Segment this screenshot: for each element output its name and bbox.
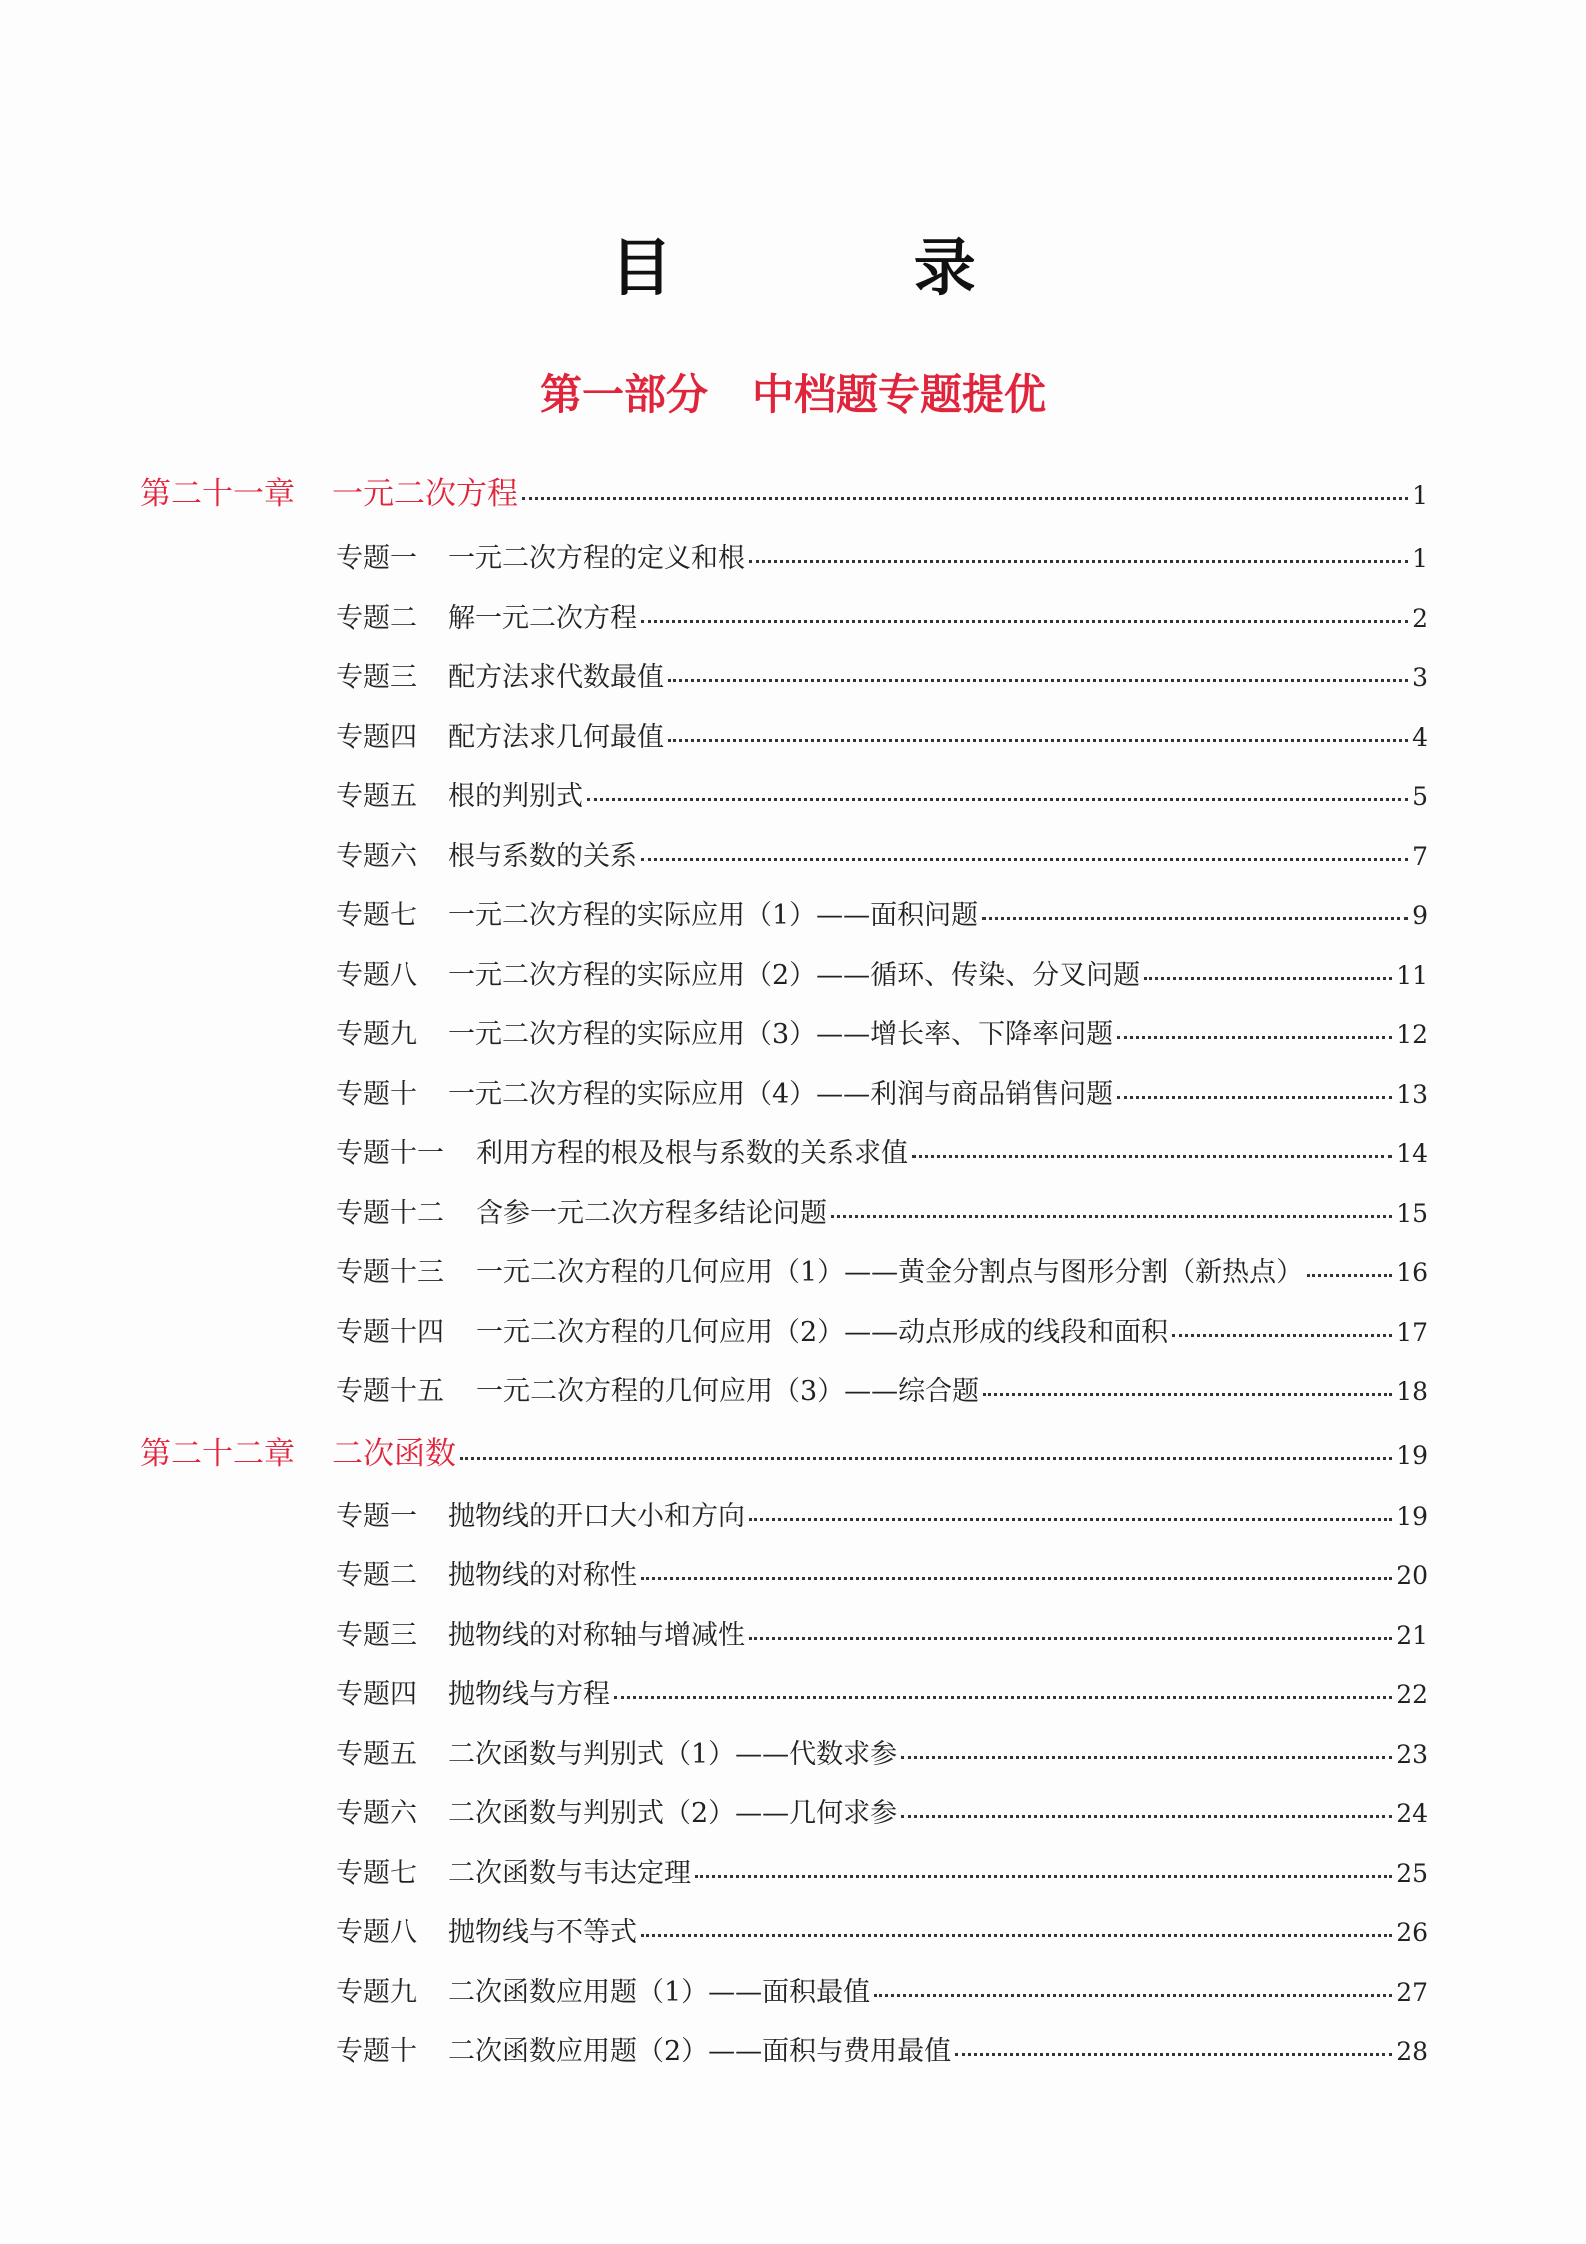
page-number: 3 [1412, 663, 1428, 692]
toc-item[interactable] [336, 1553, 1428, 1593]
topic-name: 一元二次方程的实际应用（4）——利润与商品销售问题 [448, 1079, 1114, 1110]
toc-item[interactable] [336, 1970, 1428, 2010]
topic-name: 二次函数应用题（1）——面积最值 [448, 1977, 871, 2008]
toc-item[interactable] [336, 1131, 1428, 1171]
page-number: 2 [1412, 604, 1428, 633]
page-number: 16 [1396, 1258, 1428, 1287]
page-number: 18 [1396, 1377, 1428, 1406]
topic-name: 利用方程的根及根与系数的关系求值 [476, 1138, 908, 1169]
page-number: 23 [1396, 1740, 1428, 1769]
dot-leader [749, 1518, 1392, 1521]
dot-leader [912, 1155, 1392, 1158]
toc-item[interactable] [336, 2029, 1428, 2069]
topic-number: 专题三 [336, 662, 417, 693]
toc-item[interactable] [336, 715, 1428, 755]
dot-leader [641, 858, 1408, 861]
chapter-number: 第二十二章 [140, 1436, 295, 1472]
dot-leader [874, 1994, 1392, 1997]
page-number: 12 [1396, 1020, 1428, 1049]
dot-leader [955, 2053, 1392, 2056]
dot-leader [901, 1815, 1392, 1818]
toc-item[interactable] [336, 1369, 1428, 1409]
toc-item[interactable] [336, 1672, 1428, 1712]
part-number: 第一部分 [539, 370, 708, 419]
toc-item[interactable] [336, 1732, 1428, 1772]
toc-item[interactable] [336, 536, 1428, 576]
topic-number: 专题十二 [336, 1198, 444, 1229]
topic-number: 专题四 [336, 722, 417, 753]
topic-number: 专题五 [336, 781, 417, 812]
topic-number: 专题十三 [336, 1257, 444, 1288]
topic-number: 专题八 [336, 1917, 417, 1948]
topic-name: 根的判别式 [448, 781, 583, 812]
toc-item[interactable] [336, 655, 1428, 695]
topic-name: 一元二次方程的定义和根 [448, 543, 745, 574]
page-number: 22 [1396, 1680, 1428, 1709]
page-number: 1 [1412, 544, 1428, 573]
topic-number: 专题七 [336, 1858, 417, 1889]
page-number: 21 [1396, 1621, 1428, 1650]
topic-name: 二次函数应用题（2）——面积与费用最值 [448, 2036, 952, 2067]
dot-leader [587, 798, 1408, 801]
dot-leader [983, 1393, 1392, 1396]
toc-item[interactable] [336, 953, 1428, 993]
topic-number: 专题九 [336, 1977, 417, 2008]
topic-name: 抛物线的对称性 [448, 1560, 637, 1591]
topic-name: 二次函数与韦达定理 [448, 1858, 691, 1889]
page-number: 28 [1396, 2037, 1428, 2066]
topic-name: 二次函数与判别式（2）——几何求参 [448, 1798, 898, 1829]
topic-number: 专题五 [336, 1739, 417, 1770]
topic-number: 专题九 [336, 1019, 417, 1050]
dot-leader [668, 739, 1408, 742]
topic-name: 抛物线与不等式 [448, 1917, 637, 1948]
page-number: 1 [1412, 481, 1428, 510]
toc-item[interactable] [336, 1791, 1428, 1831]
topic-name: 配方法求几何最值 [448, 722, 664, 753]
topic-number: 专题八 [336, 960, 417, 991]
toc-item[interactable] [336, 893, 1428, 933]
toc-item[interactable] [336, 1191, 1428, 1231]
chapter-name: 一元二次方程 [332, 476, 518, 512]
topic-number: 专题四 [336, 1679, 417, 1710]
dot-leader [901, 1756, 1392, 1759]
page-number: 5 [1412, 782, 1428, 811]
topic-number: 专题六 [336, 841, 417, 872]
part-name: 中档题专题提优 [752, 370, 1047, 419]
dot-leader [1172, 1334, 1392, 1337]
topic-number: 专题二 [336, 1560, 417, 1591]
dot-leader [614, 1696, 1392, 1699]
toc-chapter-22[interactable] [140, 1428, 1428, 1472]
topic-number: 专题二 [336, 603, 417, 634]
page-number: 13 [1396, 1080, 1428, 1109]
toc-item[interactable] [336, 1072, 1428, 1112]
page-number: 20 [1396, 1561, 1428, 1590]
dot-leader [668, 679, 1408, 682]
page-number: 7 [1412, 842, 1428, 871]
topic-name: 配方法求代数最值 [448, 662, 664, 693]
dot-leader [749, 1637, 1392, 1640]
toc-item[interactable] [336, 774, 1428, 814]
page-number: 11 [1396, 961, 1428, 990]
chapter-number: 第二十一章 [140, 476, 295, 512]
toc-item[interactable] [336, 1910, 1428, 1950]
topic-number: 专题十四 [336, 1317, 444, 1348]
topic-number: 专题十五 [336, 1376, 444, 1407]
topic-name: 一元二次方程的几何应用（2）——动点形成的线段和面积 [476, 1317, 1169, 1348]
page-number: 9 [1412, 901, 1428, 930]
toc-item[interactable] [336, 1851, 1428, 1891]
toc-item[interactable] [336, 834, 1428, 874]
toc-item[interactable] [336, 1250, 1428, 1290]
dot-leader [641, 1577, 1392, 1580]
page-number: 14 [1396, 1139, 1428, 1168]
topic-name: 一元二次方程的实际应用（2）——循环、传染、分叉问题 [448, 960, 1141, 991]
topic-name: 一元二次方程的实际应用（3）——增长率、下降率问题 [448, 1019, 1114, 1050]
topic-name: 解一元二次方程 [448, 603, 637, 634]
toc-item[interactable] [336, 1494, 1428, 1534]
topic-name: 一元二次方程的实际应用（1）——面积问题 [448, 900, 979, 931]
dot-leader [749, 560, 1408, 563]
topic-name: 抛物线的对称轴与增减性 [448, 1620, 745, 1651]
toc-item[interactable] [336, 1310, 1428, 1350]
topic-number: 专题三 [336, 1620, 417, 1651]
dot-leader [831, 1215, 1392, 1218]
topic-number: 专题十 [336, 1079, 417, 1110]
topic-name: 抛物线与方程 [448, 1679, 610, 1710]
page-number: 27 [1396, 1978, 1428, 2007]
page-number: 4 [1412, 723, 1428, 752]
dot-leader [460, 1457, 1392, 1460]
topic-name: 二次函数与判别式（1）——代数求参 [448, 1739, 898, 1770]
dot-leader [1117, 1096, 1392, 1099]
topic-number: 专题十一 [336, 1138, 444, 1169]
toc-chapter-21[interactable] [140, 468, 1428, 512]
page-number: 25 [1396, 1859, 1428, 1888]
dot-leader [641, 1934, 1392, 1937]
part-title [0, 362, 1586, 422]
page-number: 19 [1396, 1502, 1428, 1531]
topic-name: 含参一元二次方程多结论问题 [476, 1198, 827, 1229]
topic-number: 专题一 [336, 543, 417, 574]
dot-leader [641, 620, 1408, 623]
topic-name: 根与系数的关系 [448, 841, 637, 872]
topic-name: 一元二次方程的几何应用（1）——黄金分割点与图形分割（新热点） [476, 1257, 1304, 1288]
chapter-name: 二次函数 [332, 1436, 456, 1472]
dot-leader [982, 917, 1408, 920]
topic-name: 抛物线的开口大小和方向 [448, 1501, 745, 1532]
page-number: 26 [1396, 1918, 1428, 1947]
topic-number: 专题一 [336, 1501, 417, 1532]
toc-item[interactable] [336, 1012, 1428, 1052]
dot-leader [522, 497, 1408, 500]
topic-number: 专题十 [336, 2036, 417, 2067]
page-number: 17 [1396, 1318, 1428, 1347]
page-number: 19 [1396, 1441, 1428, 1470]
page-title: 目 录 [610, 231, 1086, 304]
dot-leader [695, 1875, 1392, 1878]
topic-number: 专题七 [336, 900, 417, 931]
page-number: 24 [1396, 1799, 1428, 1828]
page-number: 15 [1396, 1199, 1428, 1228]
dot-leader [1307, 1274, 1392, 1277]
dot-leader [1144, 977, 1392, 980]
toc-item[interactable] [336, 596, 1428, 636]
topic-number: 专题六 [336, 1798, 417, 1829]
toc-item[interactable] [336, 1613, 1428, 1653]
dot-leader [1117, 1036, 1392, 1039]
topic-name: 一元二次方程的几何应用（3）——综合题 [476, 1376, 980, 1407]
